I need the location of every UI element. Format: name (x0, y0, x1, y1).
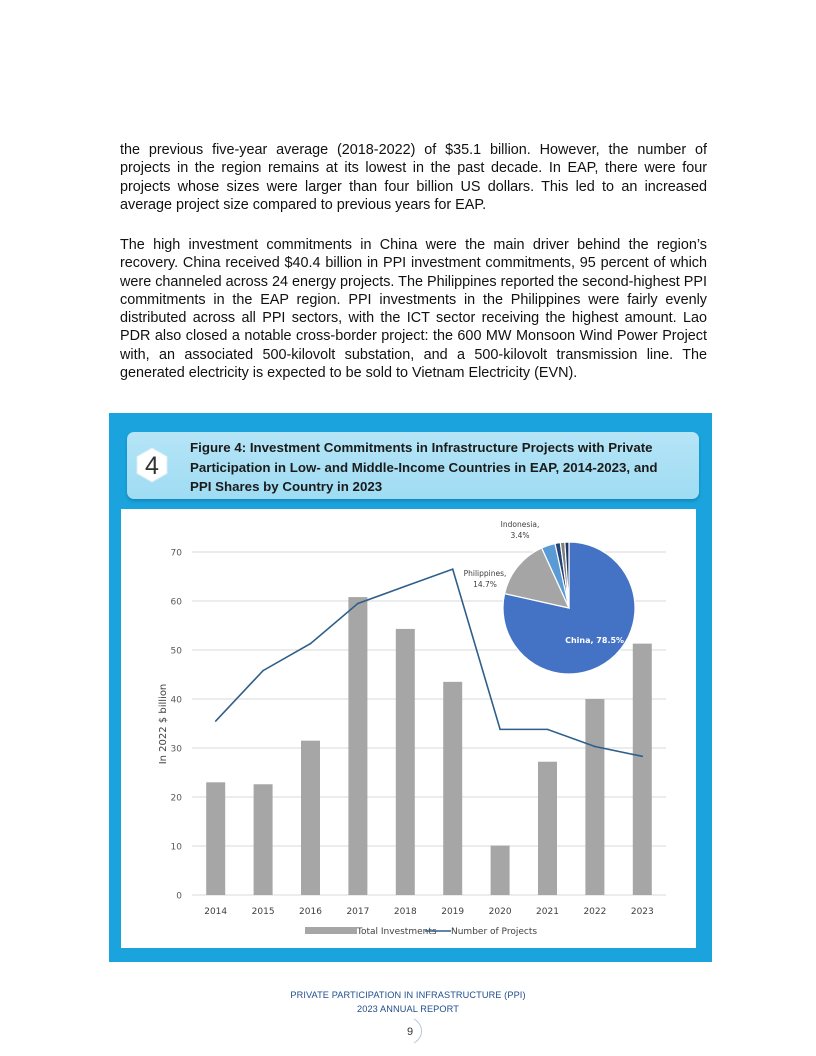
legend-bar-swatch (305, 927, 357, 934)
figure-title-line-1: Figure 4: Investment Commitments in Infrastructure Projects with Private (190, 440, 653, 455)
bar-2019 (443, 682, 462, 895)
pie-label-philippines-value: 14.7% (473, 580, 497, 589)
figure-title-line-2: Participation in Low- and Middle-Income Countries in EAP, 2014-2023, and (190, 459, 658, 475)
body-paragraph-2: The high investment commitments in China were the main driver behind the region’s recovery. China received $40.4 billion in PPI investment commitments, 95 percent of which were channeled across 24 energy projects. The Philippines reported the second-highest PPI commitments in the EAP region. PPI investments in the Philippines were fairly evenly distributed across all PPI sectors, with the ICT sector receiving the highest amount. Lao PDR also closed a notable cross-border project: the 600 MW Monsoon Wind Power Project with, an associated 500-kilovolt substation, and a 500-kilovolt transmission line. The generated electricity is expected to be sold to Vietnam Electricity (EVN). (120, 237, 707, 382)
bar-2021 (538, 762, 557, 895)
x-tick-label: 2023 (630, 907, 654, 917)
figure-number: 4 (145, 452, 159, 480)
bar-2022 (585, 699, 604, 895)
pie-label-philippines-name: Philippines, (463, 569, 507, 578)
footer-report-subtitle: 2023 ANNUAL REPORT (357, 1004, 459, 1014)
x-tick-label: 2014 (204, 907, 228, 917)
pie-label-china: China, 78.5% (565, 635, 625, 645)
line-point-2016 (310, 643, 312, 645)
x-tick-label: 2019 (441, 907, 465, 917)
bar-2014 (206, 782, 225, 895)
line-point-2018 (405, 586, 407, 588)
y-tick-label: 60 (170, 597, 182, 608)
bar-2018 (396, 629, 415, 895)
x-tick-label: 2015 (251, 907, 275, 917)
page-number: 9 (406, 1026, 414, 1038)
line-point-2021 (547, 729, 549, 731)
y-tick-label: 70 (170, 548, 182, 559)
y-axis-title: In 2022 $ billion (158, 683, 169, 765)
y-tick-label: 20 (170, 793, 182, 804)
bar-2017 (348, 597, 367, 895)
x-tick-label: 2017 (346, 907, 370, 917)
line-point-2019 (452, 568, 454, 570)
x-tick-label: 2018 (393, 907, 417, 917)
x-tick-label: 2020 (488, 907, 512, 917)
bar-2020 (491, 846, 510, 895)
body-paragraph-1: the previous five-year average (2018-2022) of $35.1 billion. However, the number of projects in the region remains at its lowest in the past decade. In EAP, there were four projects whose sizes were larger than four billion US dollars. This led to an increased average project size compared to previous years for EAP. (120, 142, 707, 213)
x-tick-label: 2022 (583, 907, 607, 917)
line-point-2022 (594, 746, 596, 748)
legend-line-label: Number of Projects (451, 927, 538, 937)
bar-2023 (633, 644, 652, 895)
chart-panel (121, 509, 696, 948)
bar-2016 (301, 741, 320, 895)
line-point-2023 (642, 756, 644, 758)
combo-chart (121, 509, 696, 948)
line-point-2017 (357, 603, 359, 605)
y-tick-label: 0 (176, 891, 182, 902)
figure-title (190, 438, 690, 497)
pie-label-indonesia-name: Indonesia, (500, 520, 540, 529)
line-point-2020 (499, 729, 501, 731)
line-point-2015 (262, 670, 264, 672)
y-tick-label: 40 (170, 695, 182, 706)
footer-report-title: PRIVATE PARTICIPATION IN INFRASTRUCTURE (PPI) (290, 990, 526, 1000)
y-tick-label: 50 (170, 646, 182, 657)
y-tick-label: 10 (170, 842, 182, 853)
bar-2015 (254, 784, 273, 895)
y-tick-label: 30 (170, 744, 182, 755)
figure-title-line-3: PPI Shares by Country in 2023 (190, 479, 383, 494)
legend-bar-label: Total Investments (357, 927, 437, 937)
x-tick-label: 2021 (536, 907, 559, 917)
pie-label-indonesia-value: 3.4% (510, 531, 530, 540)
line-point-2014 (215, 720, 217, 722)
x-tick-label: 2016 (299, 907, 322, 917)
